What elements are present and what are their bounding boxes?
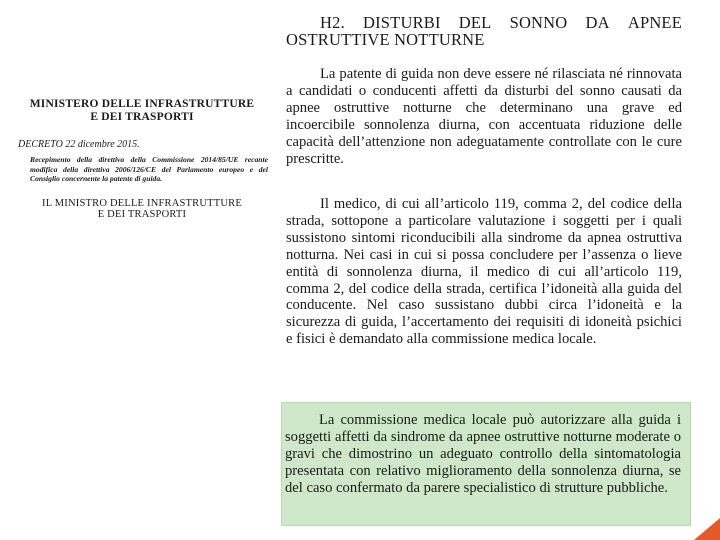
paragraph-1: La patente di guida non deve essere né rilasciata né rinnovata a candidati o conducenti affetti da disturbi del sonno causati da apnee ostruttive notturne che determinano una grave ed incoercibile sonnolenza diurna, con accentuata riduzione delle capacità dell’attenzione non adeguatamente controllate con le cure prescritte. (286, 66, 682, 167)
gazette-excerpt (14, 98, 270, 221)
minister-line1: IL MINISTRO DELLE INFRASTRUTTURE (42, 197, 242, 209)
heading-line1 (286, 14, 682, 31)
heading-word: SONNO (509, 13, 568, 32)
ministry-title-line1: MINISTERO DELLE INFRASTRUTTURE (29, 98, 255, 110)
article-heading (286, 14, 682, 48)
article-h2 (286, 13, 682, 348)
decree-date: DECRETO 22 dicembre 2015. (18, 139, 140, 150)
minister-title (14, 198, 270, 221)
ministry-title-line2: E DEI TRASPORTI (90, 111, 194, 123)
heading-prefix: H2. (320, 13, 345, 32)
paragraph-2: Il medico, di cui all’articolo 119, comma 2, del codice della strada, sottopone a particolare valutazione i soggetti per i quali sussistono sintomi riconducibili alla sindrome da apnea ostruttiva notturna. Nei casi in cui si possa concludere per l’assenza o lieve entità di sonnolenza diurna, il medico di cui all’articolo 119, comma 2, del codice della strada, certifica l’idoneità alla guida del conducente. Nel caso sussistano dubbi circa l’idoneità e la sicurezza di guida, l’accertamento dei requisiti di idoneità psichici e fisici è demandato alla commissione medica locale. (286, 196, 682, 348)
heading-word: DEL (458, 13, 492, 32)
paragraph-3: La commissione medica locale può autorizzare alla guida i soggetti affetti da sindrome da apnee ostruttive notturne moderate o gravi che dimostrino un adeguato controllo della sintomatologia presentata con relativo miglioramento della sonnolenza diurna, se del caso confermato da parere specialistico di strutture pubbliche. (285, 412, 681, 496)
ministry-title (14, 98, 270, 124)
heading-word: APNEE (627, 13, 682, 32)
corner-accent (694, 518, 720, 540)
minister-line2: E DEI TRASPORTI (97, 209, 187, 220)
recepimento-text: Recepimento della direttiva della Commissione 2014/85/UE recante modifica della direttiva 2006/126/CE del Parlamento europeo e del Consiglio concernente la patente di guida. (30, 155, 268, 183)
heading-line2: OSTRUTTIVE NOTTURNE (286, 30, 485, 49)
highlighted-paragraph-box (281, 402, 691, 526)
heading-word: DA (585, 13, 610, 32)
heading-word: DISTURBI (363, 13, 441, 32)
